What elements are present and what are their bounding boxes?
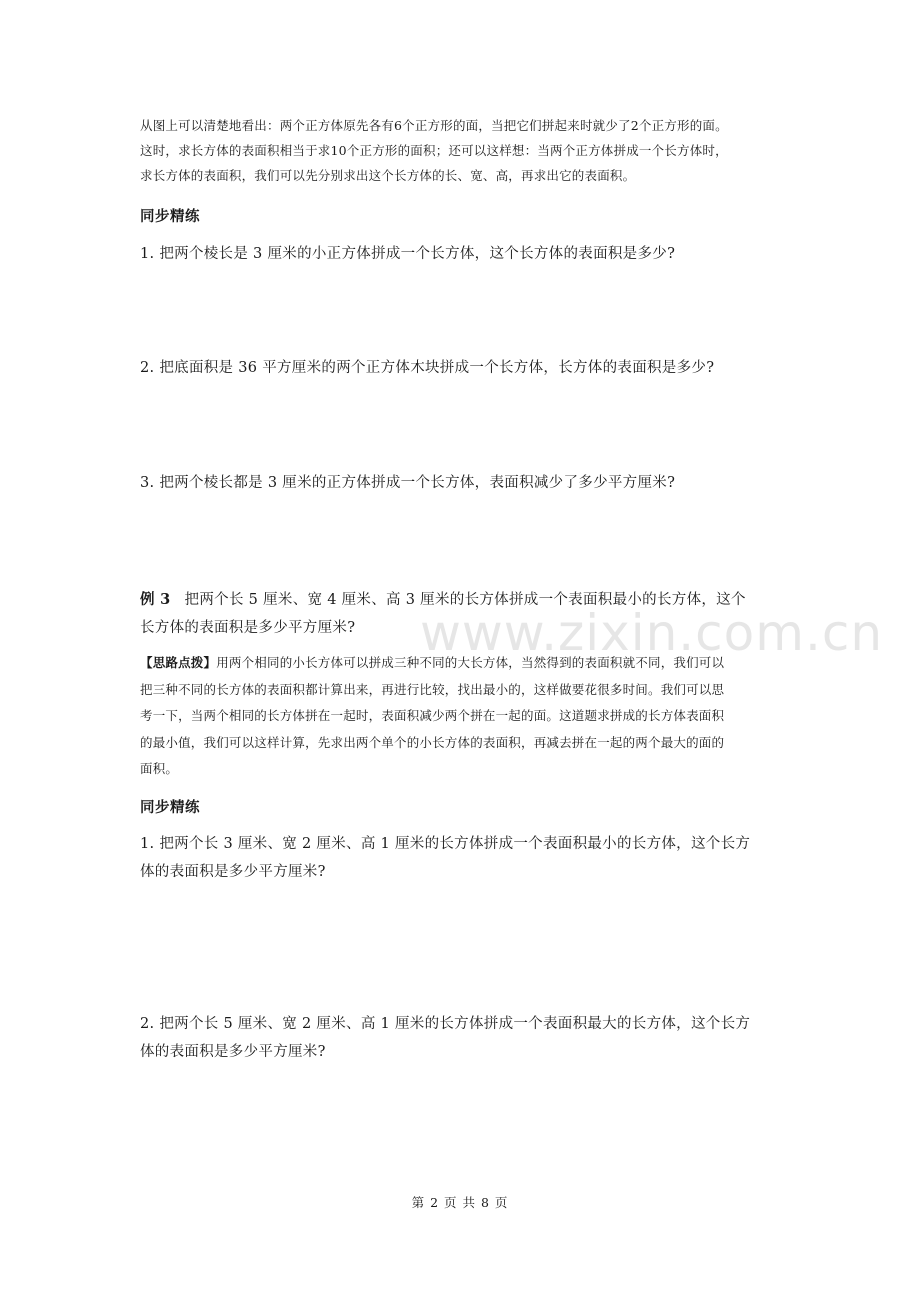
page-footer: 第 2 页 共 8 页 (411, 1195, 509, 1210)
example-3 (140, 586, 790, 642)
section-heading-1: 同步精练 (140, 208, 200, 225)
question-2-2-line-1: 2. 把两个长 5 厘米、宽 2 厘米、高 1 厘米的长方体拼成一个表面积最大的长方体，这个长方 (140, 1016, 751, 1032)
question-2: 2. 把底面积是 36 平方厘米的两个正方体木块拼成一个长方体，长方体的表面积是多少? (140, 360, 715, 376)
question-2-1 (140, 830, 790, 886)
question-2-2 (140, 1010, 790, 1066)
question-3: 3. 把两个棱长都是 3 厘米的正方体拼成一个长方体，表面积减少了多少平方厘米? (140, 475, 676, 491)
intro-line-3: 求长方体的表面积，我们可以先分别求出这个长方体的长、宽、高，再求出它的表面积。 (140, 168, 636, 183)
intro-line-1: 从图上可以清楚地看出：两个正方体原先各有6个正方形的面，当把它们拼起来时就少了2个正方形的面。 (140, 118, 728, 133)
hint-line-5: 面积。 (140, 761, 179, 776)
intro-paragraph (140, 113, 790, 188)
watermark: www.zixin.com.cn (420, 604, 884, 662)
intro-line-2: 这时，求长方体的表面积相当于求10个正方形的面积；还可以这样想：当两个正方体拼成一个长方体时， (140, 143, 728, 158)
hint-paragraph (140, 650, 790, 783)
hint-line-3: 考一下，当两个相同的长方体拼在一起时，表面积减少两个拼在一起的面。这道题求拼成的长方体表面积 (140, 708, 725, 723)
example-tag: 例 3 (140, 591, 171, 608)
question-2-2-line-2: 体的表面积是多少平方厘米? (140, 1044, 326, 1060)
hint-line-4: 的最小值，我们可以这样计算，先求出两个单个的小长方体的表面积，再减去拼在一起的两个最大的面的 (140, 734, 725, 750)
hint-line-2: 把三种不同的长方体的表面积都计算出来，再进行比较，找出最小的，这样做要花很多时间。我们可以思 (140, 681, 725, 697)
hint-line-1: 用两个相同的小长方体可以拼成三种不同的大长方体，当然得到的表面积就不同，我们可以 (216, 655, 725, 670)
question-1: 1. 把两个棱长是 3 厘米的小正方体拼成一个长方体，这个长方体的表面积是多少? (140, 246, 676, 262)
example-line-1: 把两个长 5 厘米、宽 4 厘米、高 3 厘米的长方体拼成一个表面积最小的长方体，这个 (184, 592, 746, 608)
section-heading-2: 同步精练 (140, 799, 200, 816)
hint-label: 【思路点拨】 (140, 655, 217, 670)
example-line-2: 长方体的表面积是多少平方厘米? (140, 620, 356, 636)
question-2-1-line-1: 1. 把两个长 3 厘米、宽 2 厘米、高 1 厘米的长方体拼成一个表面积最小的长方体，这个长方 (140, 836, 751, 852)
question-2-1-line-2: 体的表面积是多少平方厘米? (140, 864, 326, 880)
